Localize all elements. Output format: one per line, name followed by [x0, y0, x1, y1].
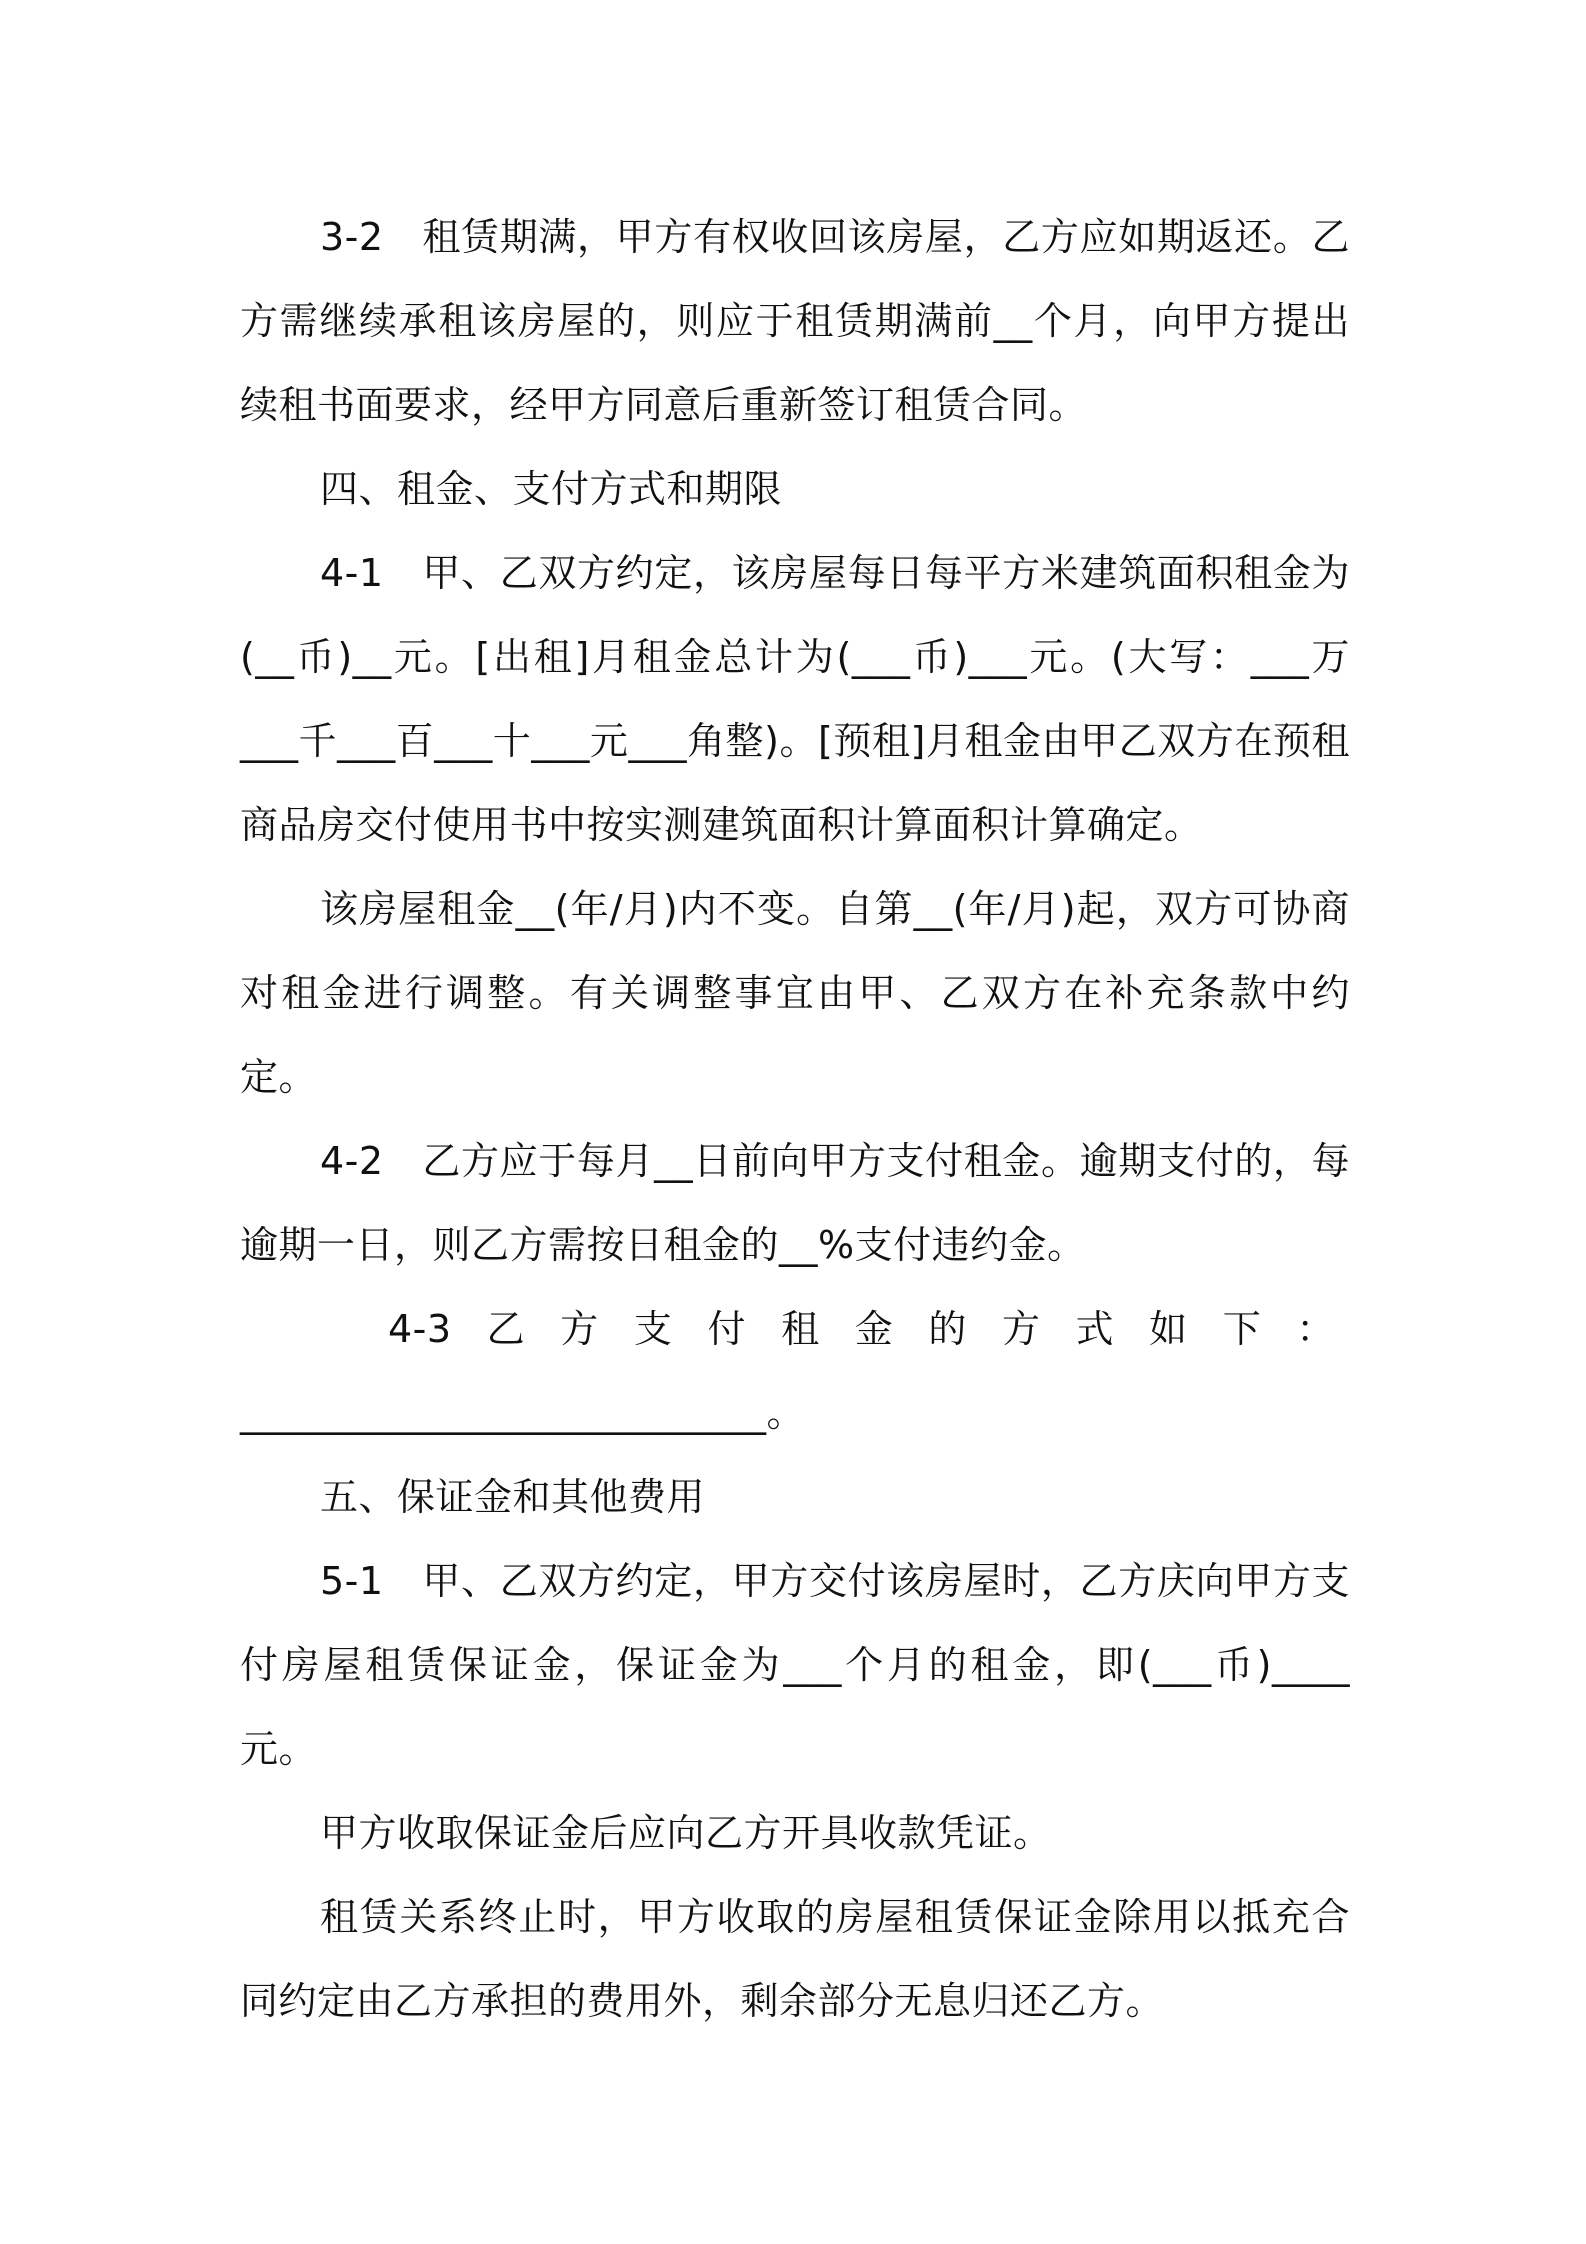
rent-adjustment-paragraph: 该房屋租金__(年/月)内不变。自第__(年/月)起，双方可协商对租金进行调整。有关调整事宜由甲、乙双方在补充条款中约定。 [240, 887, 1350, 1099]
clause-4-3-char: 如 [1149, 1307, 1188, 1351]
clause-3-2: 3-2 租赁期满，甲方有权收回该房屋，乙方应如期返还。乙方需继续承租该房屋的，则应于租赁期满前__个月，向甲方提出续租书面要求，经甲方同意后重新签订租赁合同。 [240, 215, 1350, 427]
section-4-heading: 四、租金、支付方式和期限 [320, 467, 783, 511]
clause-4-3-char: 租 [781, 1307, 820, 1351]
clause-4-3-char: 支 [633, 1307, 673, 1351]
deposit-receipt-paragraph: 甲方收取保证金后应向乙方开具收款凭证。 [320, 1811, 1052, 1855]
deposit-refund-paragraph: 租赁关系终止时，甲方收取的房屋租赁保证金除用以抵充合同约定由乙方承担的费用外，剩余部分无息归还乙方。 [240, 1895, 1350, 2023]
clause-4-3-char: 下 [1222, 1307, 1262, 1351]
document-body [240, 195, 1350, 2043]
clause-4-3-char: 方 [1001, 1307, 1041, 1351]
clause-4-2: 4-2 乙方应于每月__日前向甲方支付租金。逾期支付的，每逾期一日，则乙方需按日租金的__%支付违约金。 [240, 1139, 1350, 1267]
section-5-heading: 五、保证金和其他费用 [320, 1475, 706, 1519]
clause-4-3-char: 的 [928, 1307, 967, 1351]
clause-4-3-char: 付 [707, 1307, 747, 1351]
clause-4-3-char: 乙 [486, 1307, 526, 1351]
clause-4-1: 4-1 甲、乙双方约定，该房屋每日每平方米建筑面积租金为(__币)__元。[出租]月租金总计为(___币)___元。(大写：___万___千___百___十___元___角整)。[预租]月租金由甲乙双方在预租商品房交付使用书中按实测建筑面积计算面积计算确定。 [240, 551, 1350, 847]
clause-4-3-char: 金 [854, 1307, 894, 1351]
clause-4-3-char: 方 [560, 1307, 599, 1351]
clause-4-3-char: ： [1296, 1307, 1335, 1351]
clause-4-3-char: 式 [1075, 1307, 1115, 1351]
clause-4-3 [240, 1287, 1335, 1371]
clause-5-1: 5-1 甲、乙双方约定，甲方交付该房屋时，乙方庆向甲方支付房屋租赁保证金，保证金为___个月的租金，即(___币)____元。 [240, 1559, 1350, 1771]
clause-4-3-blank-line: ___________________________。 [240, 1391, 806, 1435]
clause-4-3-label: 4-3 [388, 1307, 452, 1351]
